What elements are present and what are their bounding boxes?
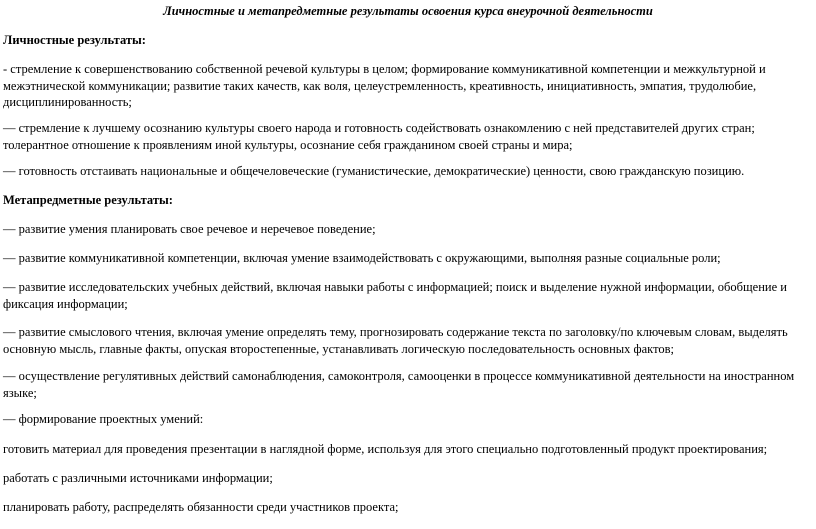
personal-result-item-3: — готовность отстаивать национальные и общечеловеческие (гуманистические, демократические) ценности, свою гражданскую позицию.	[3, 164, 745, 178]
meta-result-item-9: планировать работу, распределять обязанности среди участников проекта;	[3, 500, 399, 514]
meta-result-item-4: — развитие смыслового чтения, включая умение определять тему, прогнозировать содержание текста по заголовку/по ключевым словам, выделять основную мысль, главные факты, опуская второстепенные, устанавливать логическую последовательность основных фактов;	[3, 325, 788, 356]
meta-result-item-1: — развитие умения планировать свое речевое и неречевое поведение;	[3, 222, 376, 236]
document-title: Личностные и метапредметные результаты освоения курса внеурочной деятельности	[163, 4, 653, 18]
personal-results-heading: Личностные результаты:	[3, 33, 146, 47]
personal-result-item-1: - стремление к совершенствованию собственной речевой культуры в целом; формирование коммуникативной компетенции и межкультурной и межэтнической коммуникации; развитие таких качеств, как воля, целеустремленность, креативность, инициативность, эмпатия, трудолюбие, дисциплинированность;	[3, 62, 766, 109]
meta-result-item-7: готовить материал для проведения презентации в наглядной форме, используя для этого специально подготовленный продукт проектирования;	[3, 442, 768, 456]
personal-result-item-2: — стремление к лучшему осознанию культуры своего народа и готовность содействовать ознакомлению с ней представителей других стран; толерантное отношение к проявлениям иной культуры, осознание себя гражданином своей страны и мира;	[3, 121, 755, 152]
meta-result-item-2: — развитие коммуникативной компетенции, включая умение взаимодействовать с окружающими, выполняя разные социальные роли;	[3, 251, 721, 265]
meta-result-item-8: работать с различными источниками информации;	[3, 471, 273, 485]
meta-results-heading: Метапредметные результаты:	[3, 193, 173, 207]
meta-result-item-6: — формирование проектных умений:	[3, 412, 204, 426]
meta-result-item-5: — осуществление регулятивных действий самонаблюдения, самоконтроля, самооценки в процессе коммуникативной деятельности на иностранном языке;	[3, 369, 795, 400]
meta-result-item-3: — развитие исследовательских учебных действий, включая навыки работы с информацией; поиск и выделение нужной информации, обобщение и фиксация информации;	[3, 280, 787, 311]
